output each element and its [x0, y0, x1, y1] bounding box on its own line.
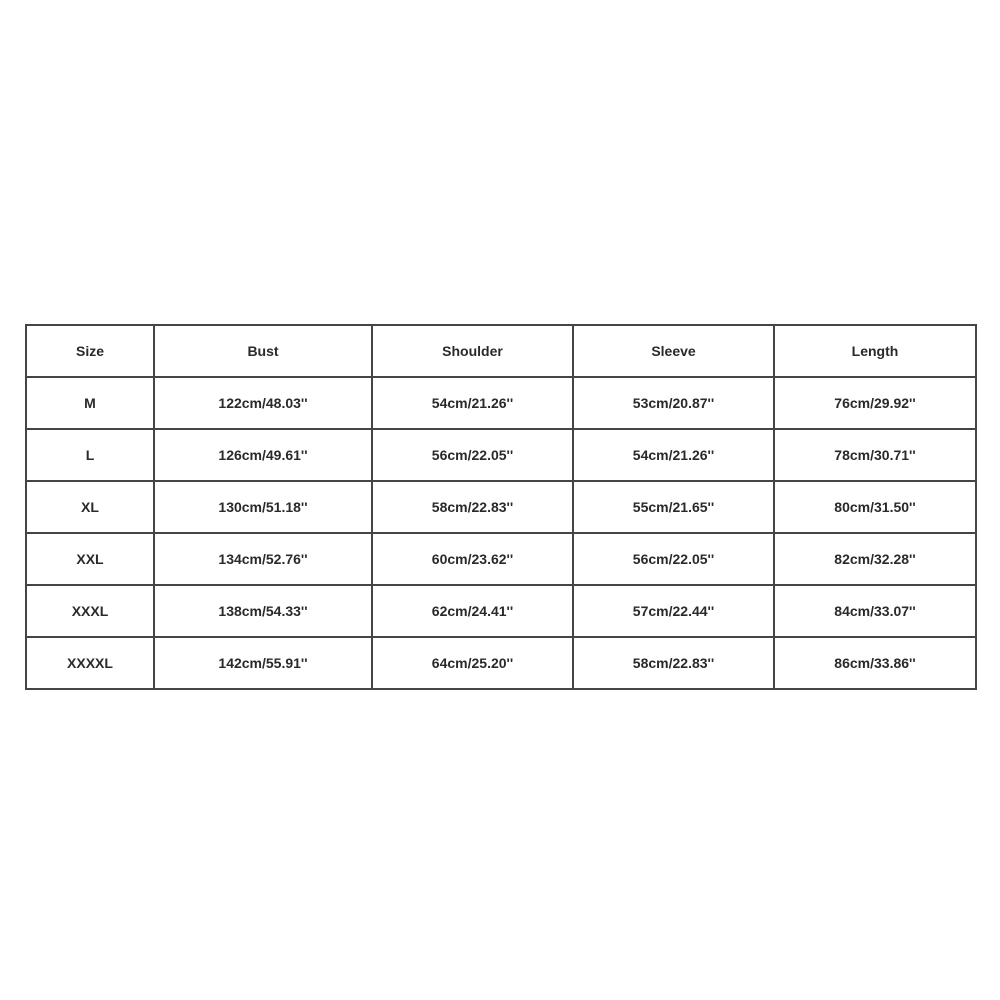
cell-length: 76cm/29.92'' [774, 377, 976, 429]
cell-size: XL [26, 481, 154, 533]
cell-shoulder: 58cm/22.83'' [372, 481, 573, 533]
cell-sleeve: 53cm/20.87'' [573, 377, 774, 429]
table-row [26, 377, 976, 429]
cell-shoulder: 56cm/22.05'' [372, 429, 573, 481]
cell-size: XXXXL [26, 637, 154, 689]
cell-length: 86cm/33.86'' [774, 637, 976, 689]
header-size: Size [26, 325, 154, 377]
size-chart-table [25, 324, 977, 690]
table-row [26, 585, 976, 637]
table-row [26, 533, 976, 585]
cell-shoulder: 62cm/24.41'' [372, 585, 573, 637]
header-row [26, 325, 976, 377]
cell-size: L [26, 429, 154, 481]
table-row [26, 637, 976, 689]
cell-sleeve: 57cm/22.44'' [573, 585, 774, 637]
cell-shoulder: 54cm/21.26'' [372, 377, 573, 429]
cell-size: XXXL [26, 585, 154, 637]
cell-sleeve: 56cm/22.05'' [573, 533, 774, 585]
cell-shoulder: 60cm/23.62'' [372, 533, 573, 585]
cell-bust: 122cm/48.03'' [154, 377, 372, 429]
cell-bust: 134cm/52.76'' [154, 533, 372, 585]
cell-size: XXL [26, 533, 154, 585]
cell-size: M [26, 377, 154, 429]
cell-length: 82cm/32.28'' [774, 533, 976, 585]
cell-length: 80cm/31.50'' [774, 481, 976, 533]
cell-sleeve: 58cm/22.83'' [573, 637, 774, 689]
cell-bust: 142cm/55.91'' [154, 637, 372, 689]
cell-length: 84cm/33.07'' [774, 585, 976, 637]
cell-bust: 126cm/49.61'' [154, 429, 372, 481]
cell-bust: 130cm/51.18'' [154, 481, 372, 533]
cell-bust: 138cm/54.33'' [154, 585, 372, 637]
header-length: Length [774, 325, 976, 377]
cell-shoulder: 64cm/25.20'' [372, 637, 573, 689]
header-sleeve: Sleeve [573, 325, 774, 377]
table-row [26, 429, 976, 481]
header-shoulder: Shoulder [372, 325, 573, 377]
header-bust: Bust [154, 325, 372, 377]
cell-length: 78cm/30.71'' [774, 429, 976, 481]
cell-sleeve: 54cm/21.26'' [573, 429, 774, 481]
cell-sleeve: 55cm/21.65'' [573, 481, 774, 533]
table-row [26, 481, 976, 533]
